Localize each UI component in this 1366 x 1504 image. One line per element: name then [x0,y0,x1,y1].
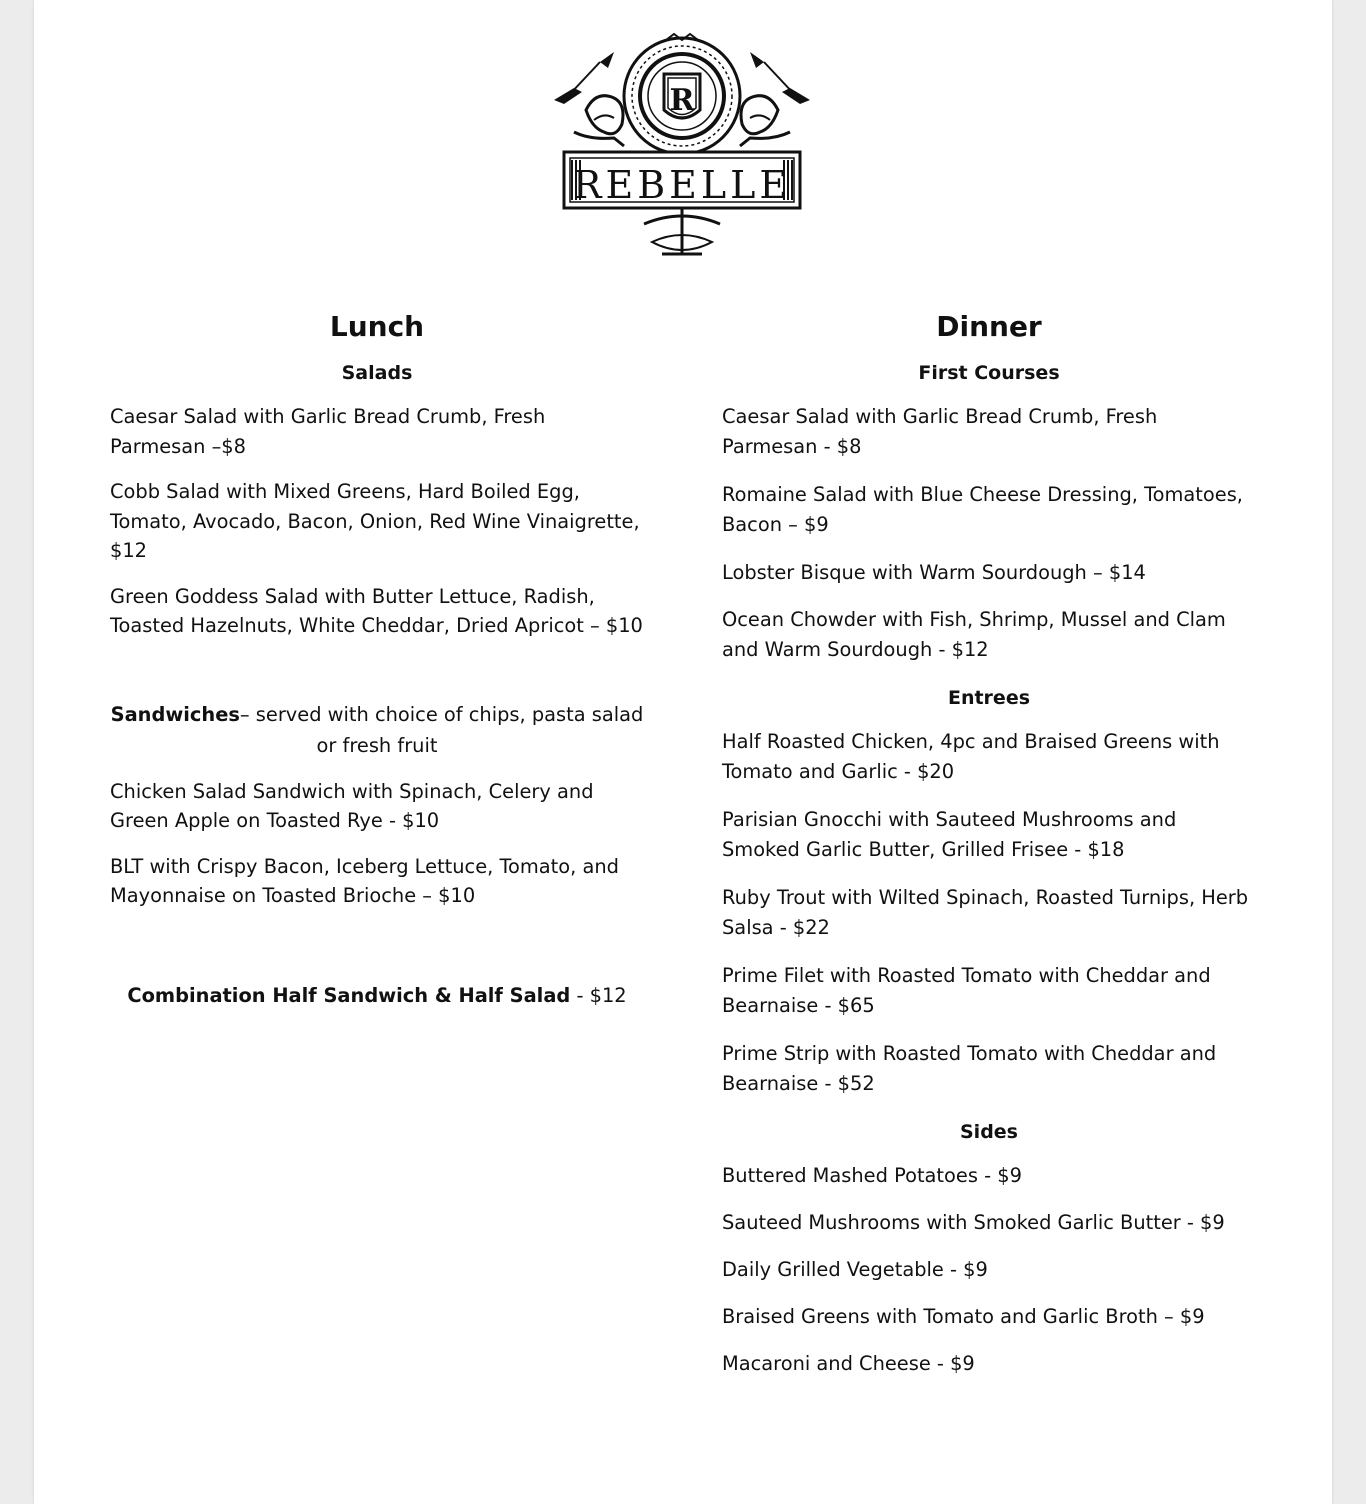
lunch-title: Lunch [329,310,425,343]
lunch-salad-item: Caesar Salad with Garlic Bread Crumb, Fresh Parmesan –$8 [110,405,546,458]
first-course-item: Ocean Chowder with Fish, Shrimp, Mussel and Clam and Warm Sourdough - $12 [722,608,1226,661]
combination-line [110,981,644,1011]
side-item: Braised Greens with Tomato and Garlic Broth – $9 [722,1305,1205,1328]
entrees-title: Entrees [947,687,1031,709]
lunch-sandwich-item: Chicken Salad Sandwich with Spinach, Celery and Green Apple on Toasted Rye - $10 [110,779,594,832]
dinner-column [722,304,1256,1396]
combination-title: Combination Half Sandwich & Half Salad [127,983,571,1007]
salads-title: Salads [341,362,413,384]
menu-page [34,0,1332,1504]
lunch-column [110,304,644,1011]
entree-item: Prime Strip with Roasted Tomato with Cheddar and Bearnaise - $52 [722,1042,1217,1095]
first-course-item: Caesar Salad with Garlic Bread Crumb, Fresh Parmesan - $8 [722,405,1158,458]
dinner-title: Dinner [936,310,1042,343]
entree-item: Parisian Gnocchi with Sauteed Mushrooms and Smoked Garlic Butter, Grilled Frisee - $18 [722,808,1177,861]
sides-title: Sides [960,1121,1018,1143]
entree-item: Prime Filet with Roasted Tomato with Cheddar and Bearnaise - $65 [722,964,1211,1017]
sandwiches-title: Sandwiches [110,702,240,726]
sandwiches-note: – served with choice of chips, pasta salad or fresh fruit [239,702,644,757]
crest-monogram: R [669,83,695,118]
logo-wordmark: REBELLE [572,163,792,207]
side-item: Macaroni and Cheese - $9 [722,1352,975,1375]
first-courses-title: First Courses [918,362,1060,384]
first-course-item: Lobster Bisque with Warm Sourdough – $14 [722,561,1146,584]
lunch-salad-item: Green Goddess Salad with Butter Lettuce, Radish, Toasted Hazelnuts, White Cheddar, Dried Apricot – $10 [110,584,643,637]
lunch-salad-item: Cobb Salad with Mixed Greens, Hard Boiled Egg, Tomato, Avocado, Bacon, Onion, Red Wine Vinaigrette, $12 [110,480,640,562]
side-item: Daily Grilled Vegetable - $9 [722,1258,988,1281]
side-item: Sauteed Mushrooms with Smoked Garlic Butter - $9 [722,1211,1225,1234]
sandwiches-heading [110,699,644,761]
combination-price: - $12 [570,983,627,1007]
side-item: Buttered Mashed Potatoes - $9 [722,1164,1022,1187]
entree-item: Half Roasted Chicken, 4pc and Braised Greens with Tomato and Garlic - $20 [722,730,1220,783]
entree-item: Ruby Trout with Wilted Spinach, Roasted Turnips, Herb Salsa - $22 [722,886,1249,939]
first-course-item: Romaine Salad with Blue Cheese Dressing, Tomatoes, Bacon – $9 [722,483,1243,536]
lunch-sandwich-item: BLT with Crispy Bacon, Iceberg Lettuce, Tomato, and Mayonnaise on Toasted Brioche – $10 [110,854,619,907]
rebelle-logo [534,28,830,260]
rebelle-crest-icon [534,28,830,260]
